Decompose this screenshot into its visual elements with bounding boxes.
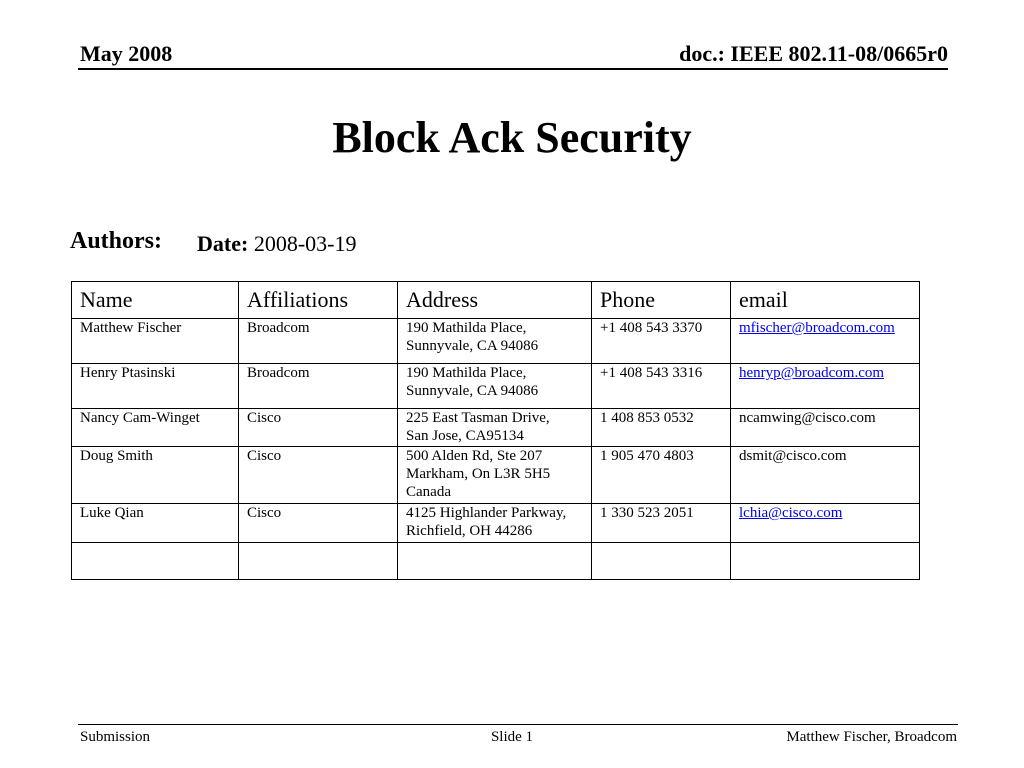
table-row (72, 319, 920, 364)
author-address (398, 319, 592, 364)
date-line (197, 230, 356, 258)
address-line: 4125 Highlander Parkway, (406, 505, 567, 521)
author-email (731, 319, 920, 364)
header-divider (78, 68, 948, 70)
author-affiliation: Cisco (239, 409, 398, 447)
author-phone: +1 408 543 3370 (592, 319, 731, 364)
column-header-affiliations: Affiliations (239, 282, 398, 319)
table-row-empty (72, 543, 920, 580)
address-line: Sunnyvale, CA 94086 (406, 383, 539, 399)
author-phone: +1 408 543 3316 (592, 364, 731, 409)
author-email: dsmit@cisco.com (731, 447, 920, 504)
table-header-row (72, 282, 920, 319)
address-line: 190 Mathilda Place, (406, 365, 527, 381)
address-line: Canada (406, 484, 451, 500)
author-name: Nancy Cam-Winget (72, 409, 239, 447)
table-row (72, 447, 920, 504)
table-row (72, 364, 920, 409)
email-link[interactable]: lchia@cisco.com (739, 505, 843, 521)
address-line: Sunnyvale, CA 94086 (406, 338, 539, 354)
footer-submission: Submission (80, 729, 151, 745)
header-date: May 2008 (80, 41, 173, 66)
author-address (398, 447, 592, 504)
address-line: 190 Mathilda Place, (406, 320, 527, 336)
author-affiliation: Broadcom (239, 319, 398, 364)
author-name: Doug Smith (72, 447, 239, 504)
column-header-name: Name (72, 282, 239, 319)
footer-divider (78, 724, 958, 725)
table-row (72, 409, 920, 447)
column-header-phone: Phone (592, 282, 731, 319)
author-phone: 1 408 853 0532 (592, 409, 731, 447)
footer-slide-number: Slide 1 (490, 729, 534, 745)
author-email (731, 504, 920, 543)
email-link[interactable]: mfischer@broadcom.com (739, 320, 895, 336)
author-affiliation: Cisco (239, 447, 398, 504)
empty-cell (592, 543, 731, 580)
author-phone: 1 330 523 2051 (592, 504, 731, 543)
table-row (72, 504, 920, 543)
author-email: ncamwing@cisco.com (731, 409, 920, 447)
empty-cell (239, 543, 398, 580)
date-label: Date: (197, 231, 249, 256)
author-name: Matthew Fischer (72, 319, 239, 364)
author-phone: 1 905 470 4803 (592, 447, 731, 504)
date-value: 2008-03-19 (253, 231, 357, 256)
author-affiliation: Broadcom (239, 364, 398, 409)
author-name: Luke Qian (72, 504, 239, 543)
authors-table (71, 281, 920, 580)
slide-title: Block Ack Security (332, 113, 692, 162)
author-email (731, 364, 920, 409)
author-address (398, 364, 592, 409)
author-address (398, 504, 592, 543)
address-line: 500 Alden Rd, Ste 207 (406, 448, 543, 464)
column-header-address: Address (398, 282, 592, 319)
authors-label: Authors: (70, 228, 163, 254)
column-header-email: email (731, 282, 920, 319)
author-affiliation: Cisco (239, 504, 398, 543)
empty-cell (72, 543, 239, 580)
empty-cell (398, 543, 592, 580)
header-doc-id: doc.: IEEE 802.11-08/0665r0 (679, 41, 948, 66)
address-line: Richfield, OH 44286 (406, 523, 533, 539)
address-line: Markham, On L3R 5H5 (406, 466, 551, 482)
empty-cell (731, 543, 920, 580)
footer-author: Matthew Fischer, Broadcom (786, 729, 957, 745)
address-line: 225 East Tasman Drive, (406, 410, 550, 426)
author-name: Henry Ptasinski (72, 364, 239, 409)
address-line: San Jose, CA95134 (406, 428, 524, 444)
author-address (398, 409, 592, 447)
email-link[interactable]: henryp@broadcom.com (739, 365, 885, 381)
